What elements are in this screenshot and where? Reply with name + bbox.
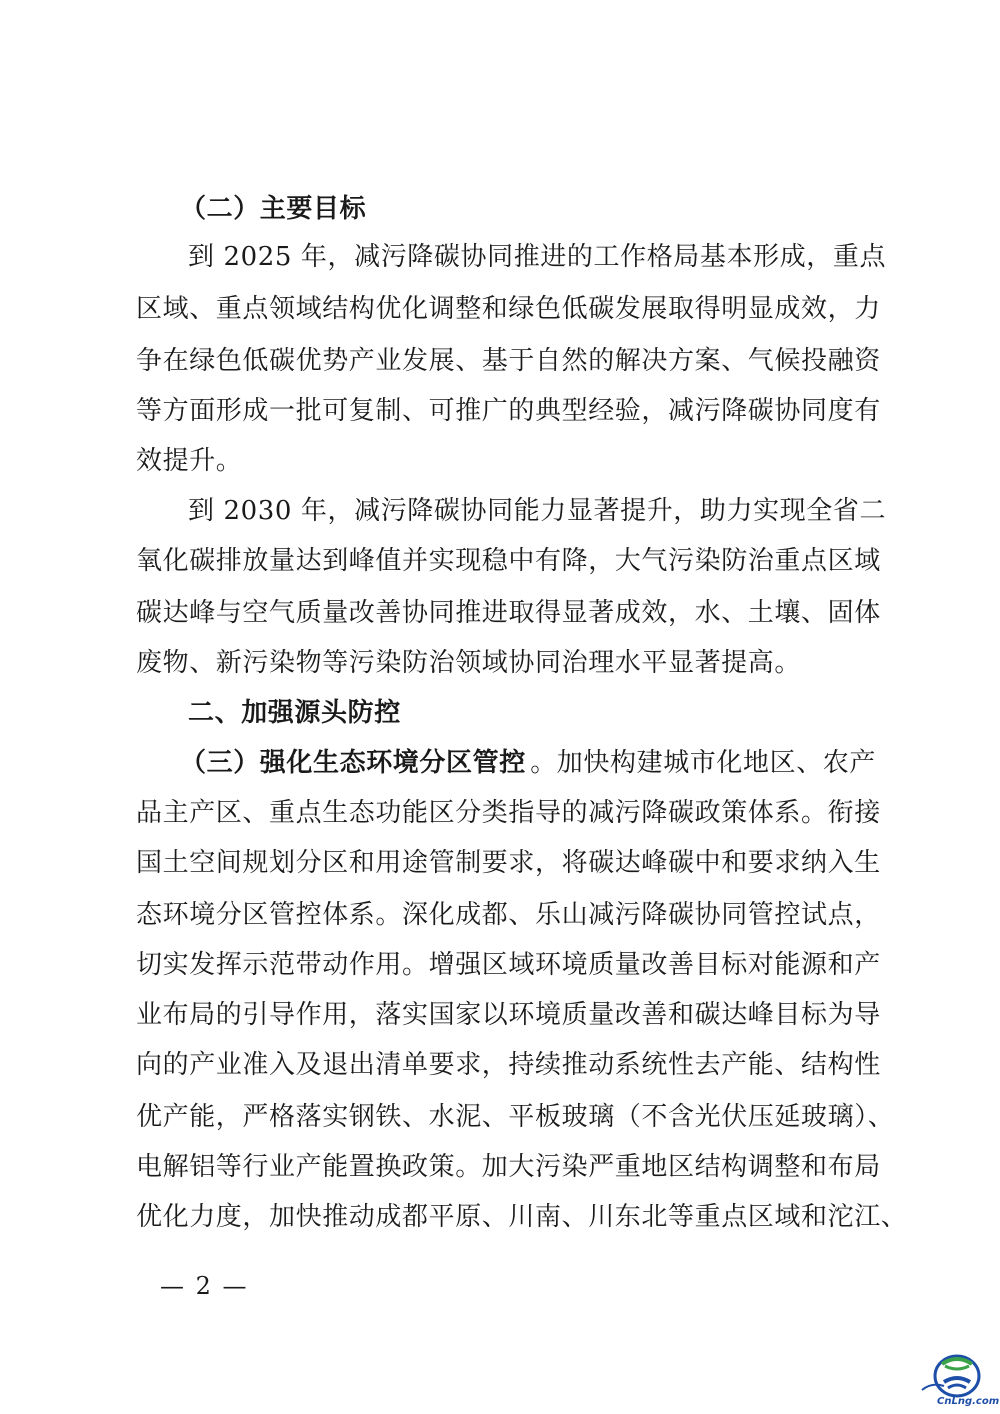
section3-first-line	[180, 750, 876, 776]
chapter-heading-source-control: 二、加强源头防控	[188, 698, 401, 728]
paragraph-line: 到 2025 年，减污降碳协同推进的工作格局基本形成，重点	[188, 242, 887, 272]
paragraph-line: 氧化碳排放量达到峰值并实现稳中有降，大气污染防治重点区域	[136, 546, 881, 576]
paragraph-line: 优产能，严格落实钢铁、水泥、平板玻璃（不含光伏压延玻璃）、	[136, 1102, 895, 1132]
paragraph-line: 优化力度，加快推动成都平原、川南、川东北等重点区域和沱江、	[136, 1202, 908, 1232]
paragraph-line: 业布局的引导作用，落实国家以环境质量改善和碳达峰目标为导	[136, 1000, 881, 1030]
paragraph-line: 等方面形成一批可复制、可推广的典型经验，减污降碳协同度有	[136, 396, 881, 426]
paragraph-line: 国土空间规划分区和用途管制要求，将碳达峰碳中和要求纳入生	[136, 848, 881, 878]
paragraph-line: 向的产业准入及退出清单要求，持续推动系统性去产能、结构性	[136, 1050, 881, 1080]
page-number: — 2 —	[160, 1272, 249, 1300]
watermark-text: CnLng.com	[937, 1396, 1000, 1407]
paragraph-line: 废物、新污染物等污染防治领域协同治理水平显著提高。	[136, 648, 802, 678]
paragraph-line: 到 2030 年，减污降碳协同能力显著提升，助力实现全省二	[188, 496, 887, 526]
paragraph-line: 品主产区、重点生态功能区分类指导的减污降碳政策体系。衔接	[136, 798, 881, 828]
section-heading-main-goals: （二）主要目标	[180, 194, 367, 224]
paragraph-line: 态环境分区管控体系。深化成都、乐山减污降碳协同管控试点，	[136, 900, 881, 930]
paragraph-line: 区域、重点领域结构优化调整和绿色低碳发展取得明显成效，力	[136, 294, 881, 324]
paragraph-line: 碳达峰与空气质量改善协同推进取得显著成效，水、土壤、固体	[136, 598, 881, 628]
paragraph-line: 效提升。	[136, 446, 243, 476]
paragraph-line: 电解铝等行业产能置换政策。加大污染严重地区结构调整和布局	[136, 1152, 881, 1182]
paragraph-line: 切实发挥示范带动作用。增强区域环境质量改善目标对能源和产	[136, 950, 881, 980]
paragraph-line: 争在绿色低碳优势产业发展、基于自然的解决方案、气候投融资	[136, 346, 881, 376]
section-heading-eco-zoning: （三）强化生态环境分区管控	[180, 748, 526, 778]
paragraph-line-rest: 。加快构建城市化地区、农产	[530, 748, 876, 778]
